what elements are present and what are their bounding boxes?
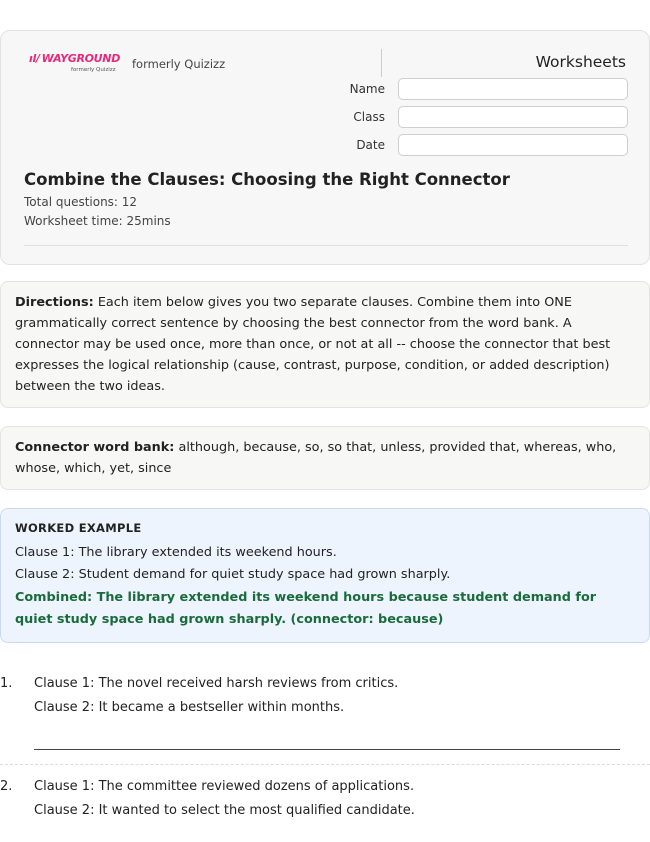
question-1-clause-2: Clause 2: It became a bestseller within months.: [34, 700, 345, 715]
question-separator: [0, 764, 650, 765]
header-rule: [24, 245, 628, 246]
date-field[interactable]: [398, 134, 628, 156]
question-2-number: 2.: [0, 779, 13, 794]
word-bank-text: although, because, so, so that, unless, provided that, whereas, who, whose, which, yet, since: [15, 440, 617, 476]
question-2-clause-1: Clause 1: The committee reviewed dozens of applications.: [34, 779, 415, 794]
total-questions: Total questions: 12: [24, 195, 138, 209]
directions-label: Directions:: [15, 295, 94, 310]
word-bank-box: [0, 426, 650, 490]
wayground-logo: ıl/ WAYGROUND formerly Quizizz: [29, 52, 121, 73]
question-1-number: 1.: [0, 676, 13, 691]
class-label: Class: [353, 110, 385, 124]
example-heading: WORKED EXAMPLE: [15, 521, 142, 535]
worksheet-time: Worksheet time: 25mins: [24, 214, 171, 228]
name-field[interactable]: [398, 78, 628, 100]
logo-text: WAYGROUND: [41, 52, 121, 65]
logo-subtitle: formerly Quizizz: [71, 67, 116, 73]
directions-box: [0, 281, 650, 408]
class-field[interactable]: [398, 106, 628, 128]
formerly-label: formerly Quizizz: [132, 57, 226, 71]
worksheets-label: Worksheets: [535, 53, 626, 71]
header-divider: [381, 49, 382, 77]
example-clause-1: Clause 1: The library extended its weekend hours.: [15, 545, 337, 560]
example-clause-2: Clause 2: Student demand for quiet study space had grown sharply.: [15, 567, 451, 582]
question-2-clause-2: Clause 2: It wanted to select the most qualified candidate.: [34, 803, 415, 818]
example-combined: Combined: The library extended its weekend hours because student demand for quiet study space had grown sharply. (connector: because): [15, 590, 597, 627]
name-label: Name: [349, 82, 385, 96]
directions-text: Each item below gives you two separate clauses. Combine them into ONE grammatically correct sentence by choosing the best connector from the word bank. A connector may be used once, more than once, or not at all -- choose the connector that best expresses the logical relationship (cause, contrast, purpose, condition, or added description) between the two ideas.: [15, 295, 611, 394]
date-label: Date: [356, 138, 385, 152]
worksheet-header: [0, 30, 650, 265]
word-bank-label: Connector word bank:: [15, 440, 175, 455]
question-1-answer-line[interactable]: [34, 749, 620, 750]
worksheet-title: Combine the Clauses: Choosing the Right Connector: [24, 170, 510, 189]
question-1-clause-1: Clause 1: The novel received harsh reviews from critics.: [34, 676, 399, 691]
worked-example: [0, 508, 650, 643]
